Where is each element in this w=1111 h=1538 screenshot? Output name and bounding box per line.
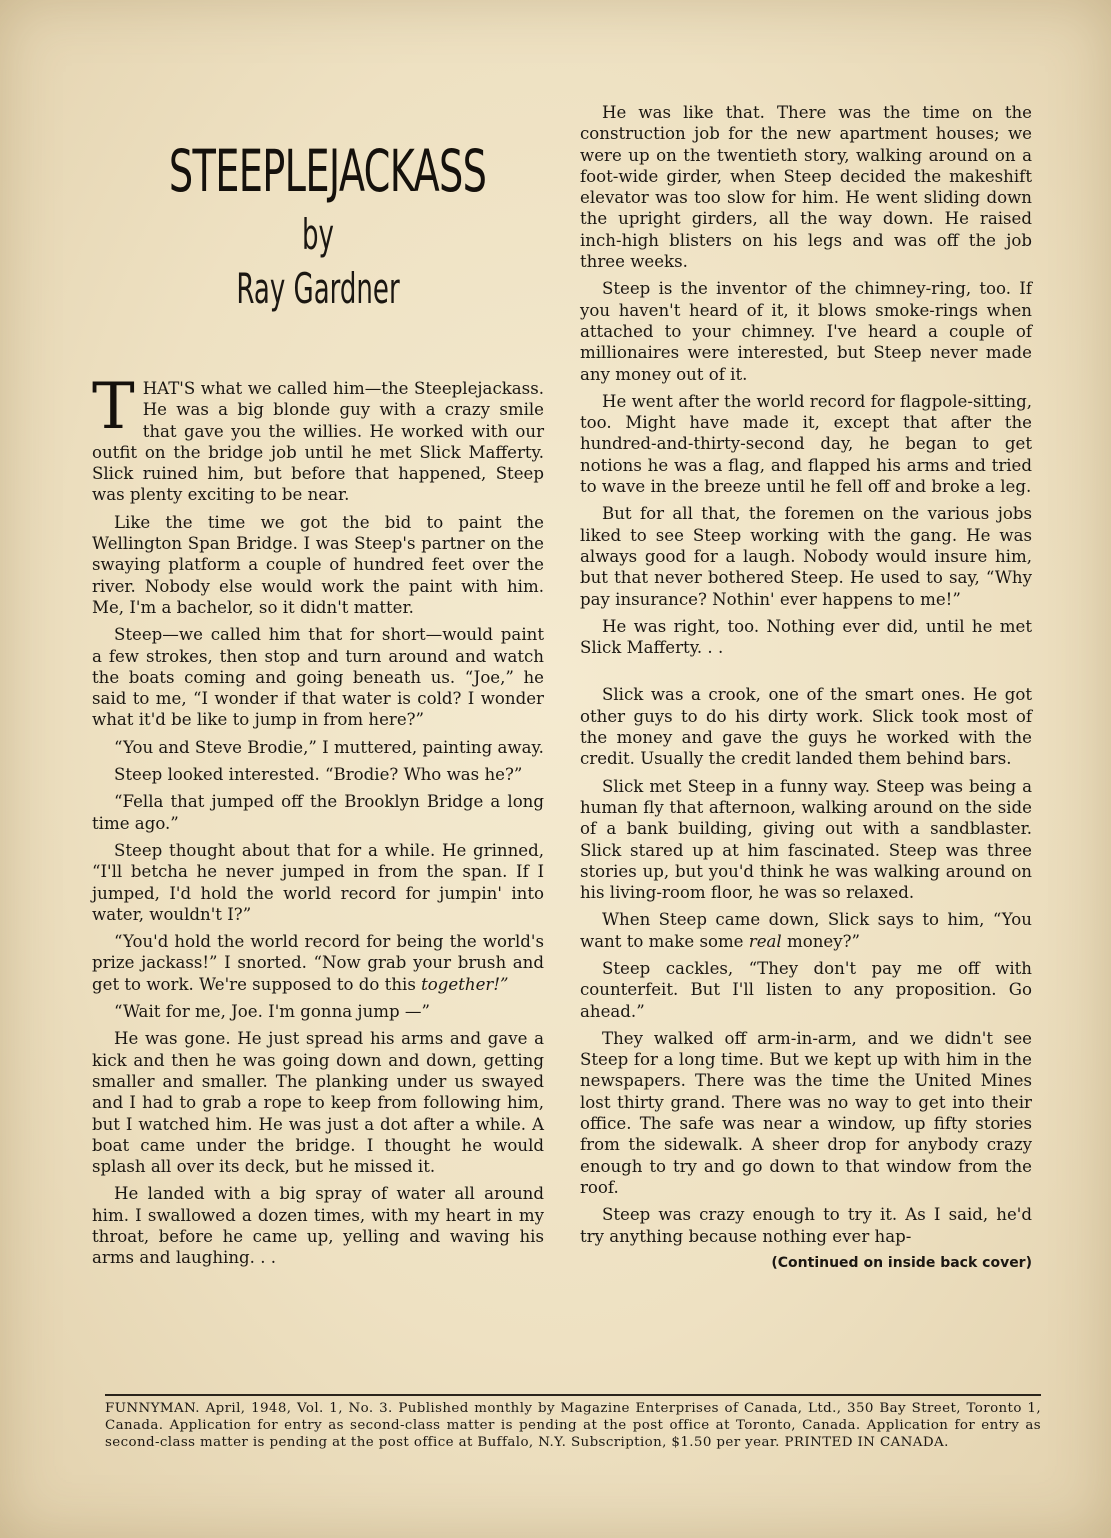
left-column: [92, 370, 544, 1275]
paragraph: Steep cackles, “They don't pay me off with counterfeit. But I'll listen to any proposition. Go ahead.”: [580, 958, 1032, 1021]
paragraph: [92, 931, 544, 995]
emphasis-text: together!”: [421, 974, 509, 994]
story-title: STEEPLEJACKASS: [168, 137, 487, 205]
paragraph-text: When Steep came down, Slick says to him, “You want to make some: [580, 910, 1032, 951]
paragraph-text: HAT'S what we called him—the Steeplejackass. He was a big blonde guy with a crazy smile that gave you the willies. He worked with our outfit on the bridge job until he met Slick Mafferty. Slick ruined him, but before that happened, Steep was plenty exciting to be near.: [92, 379, 544, 505]
paragraph: Steep thought about that for a while. He grinned, “I'll betcha he never jumped in from the span. If I jumped, I'd hold the world record for jumpin' into water, wouldn't I?”: [92, 840, 544, 924]
continued-note: (Continued on inside back cover): [771, 1254, 1032, 1271]
publication-footer: FUNNYMAN. April, 1948, Vol. 1, No. 3. Published monthly by Magazine Enterprises of Canada, Ltd., 350 Bay Street, Toronto 1, Canada. Application for entry as second-class matter is pending at the post office at Toronto, Canada. Application for entry as second-class matter is pending at the post office at Buffalo, N.Y. Subscription, $1.50 per year. PRINTED IN CANADA.: [105, 1394, 1041, 1451]
paragraph: He was right, too. Nothing ever did, until he met Slick Mafferty. . .: [580, 616, 1032, 658]
paragraph: Steep looked interested. “Brodie? Who was he?”: [114, 765, 523, 785]
paragraph: Steep is the inventor of the chimney-ring, too. If you haven't heard of it, it blows smoke-rings when attached to your chimney. I've heard a couple of millionaires were interested, but Steep never made any money out of it.: [580, 279, 1032, 384]
paragraph: But for all that, the foremen on the various jobs liked to see Steep working with the gang. He was always good for a laugh. Nobody would insure him, but that never bothered Steep. He used to say, “Why pay insurance? Nothin' ever happens to me!”: [580, 504, 1032, 609]
drop-cap: T: [92, 370, 135, 444]
emphasis-text: real: [748, 931, 782, 951]
section-break: [580, 664, 1032, 684]
paragraph: They walked off arm-in-arm, and we didn't see Steep for a long time. But we kept up with him in the newspapers. There was the time the United Mines lost thirty grand. There was no way to get into their office. The safe was near a window, up fifty stories from the sidewalk. A sheer drop for anybody crazy enough to try and go down to that window from the roof.: [580, 1028, 1032, 1197]
paragraph: Slick met Steep in a funny way. Steep was being a human fly that afternoon, walking around on the side of a bank building, giving out with a sandblaster. Slick stared up at him fascinated. Steep was three stories up, but you'd think he was walking around on his living-room floor, he was so relaxed.: [580, 776, 1032, 903]
paragraph: Steep—we called him that for short—would paint a few strokes, then stop and turn around and watch the boats coming and going beneath us. “Joe,” he said to me, “I wonder if that water is cold? I wonder what it'd be like to jump in from here?”: [92, 625, 544, 730]
paragraph: Steep was crazy enough to try it. As I said, he'd try anything because nothing ever hap-: [580, 1205, 1032, 1246]
opening-paragraph: [92, 370, 544, 506]
paragraph: “Wait for me, Joe. I'm gonna jump —”: [114, 1002, 430, 1022]
right-column: [580, 102, 1032, 1274]
paragraph: He was like that. There was the time on the construction job for the new apartment houses; we were up on the twentieth story, walking around on a foot-wide girder, when Steep decided the makeshift elevator was too slow for him. He went sliding down the upright girders, all the way down. He raised inch-high blisters on his legs and was off the job three weeks.: [580, 103, 1032, 272]
paragraph: Slick was a crook, one of the smart ones. He got other guys to do his dirty work. Slick took most of the money and gave the guys he worked with the credit. Usually the credit landed them behind bars.: [580, 685, 1032, 769]
author-name: Ray Gardner: [236, 264, 400, 313]
paragraph: Like the time we got the bid to paint the Wellington Span Bridge. I was Steep's partner on the swaying platform a couple of hundred feet over the river. Nobody else would work the paint with him. Me, I'm a bachelor, so it didn't matter.: [92, 512, 544, 617]
paragraph: “You and Steve Brodie,” I muttered, painting away.: [114, 737, 544, 757]
paragraph: [580, 909, 1032, 952]
paragraph-text: “You'd hold the world record for being the world's prize jackass!” I snorted. “Now grab your brush and get to work. We're supposed to do this: [92, 932, 544, 994]
story-header: [92, 138, 544, 314]
paragraph: “Fella that jumped off the Brooklyn Bridge a long time ago.”: [92, 792, 544, 833]
paragraph: He was gone. He just spread his arms and gave a kick and then he was going down and down, getting smaller and smaller. The planking under us swayed and I had to grab a rope to keep from following him, but I watched him. He was just a dot after a while. A boat came under the bridge. I thought he would splash all over its deck, but he missed it.: [92, 1029, 544, 1177]
paragraph: He went after the world record for flagpole-sitting, too. Might have made it, except that after the hundred-and-thirty-second day, he began to get notions he was a flag, and flapped his arms and tried to wave in the breeze until he fell off and broke a leg.: [580, 391, 1032, 497]
paragraph-text: money?”: [787, 931, 861, 951]
paragraph: He landed with a big spray of water all around him. I swallowed a dozen times, with my heart in my throat, before he came up, yelling and waving his arms and laughing. . .: [92, 1184, 544, 1268]
byline: by: [302, 210, 334, 259]
